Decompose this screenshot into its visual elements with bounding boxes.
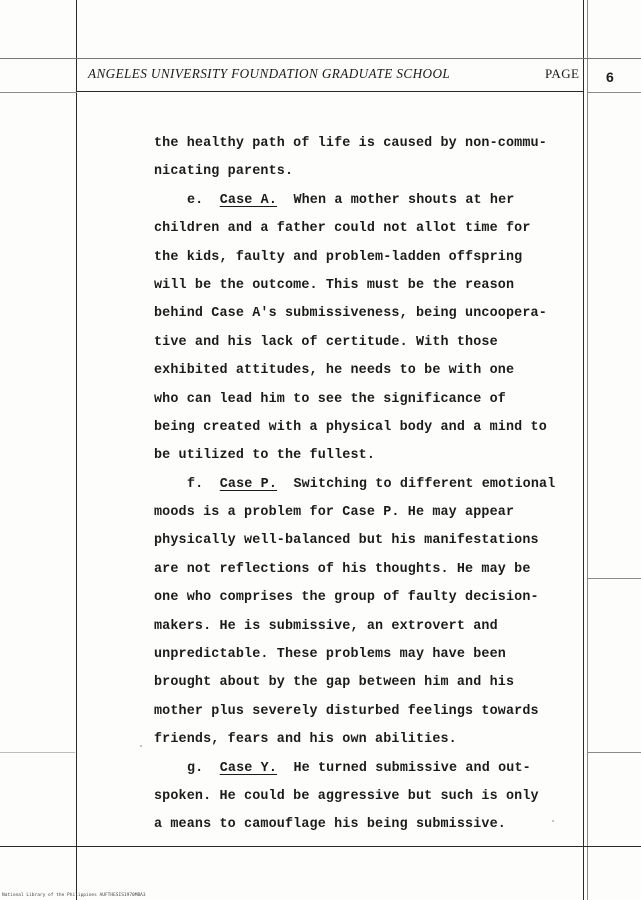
body-text bbox=[154, 130, 584, 840]
text-line: unpredictable. These problems may have been bbox=[154, 647, 506, 663]
right-side-rule-1 bbox=[588, 578, 641, 579]
text-line: be utilized to the fullest. bbox=[154, 448, 376, 464]
paragraph bbox=[154, 130, 584, 187]
letterhead-title: ANGELES UNIVERSITY FOUNDATION GRADUATE SCHOOL bbox=[88, 66, 451, 81]
paragraph-case-y bbox=[154, 755, 584, 840]
text-line: a means to camouflage his being submissive. bbox=[154, 817, 506, 833]
text-line: nicating parents. bbox=[154, 164, 294, 180]
left-side-rule bbox=[0, 752, 75, 753]
right-side-rule-2 bbox=[588, 752, 641, 753]
text-line: who can lead him to see the significance of bbox=[154, 391, 506, 407]
page-number: 6 bbox=[606, 69, 614, 85]
text-line: brought about by the gap between him and his bbox=[154, 675, 515, 691]
text-line: will be the outcome. This must be the reason bbox=[154, 277, 515, 293]
text-line: exhibited attitudes, he needs to be with one bbox=[154, 363, 515, 379]
text-line: tive and his lack of certitude. With those bbox=[154, 334, 498, 350]
paragraph-case-p bbox=[154, 471, 584, 755]
header-bottom-rule bbox=[76, 91, 584, 92]
scan-speck bbox=[140, 745, 142, 747]
text-line: behind Case A's submissiveness, being uncoopera- bbox=[154, 306, 547, 322]
text-line: being created with a physical body and a mind to bbox=[154, 419, 547, 435]
text-line: are not reflections of his thoughts. He may be bbox=[154, 561, 531, 577]
case-heading: Case A. bbox=[219, 192, 278, 208]
footer-rule bbox=[0, 846, 641, 847]
text-line: the healthy path of life is caused by non-commu- bbox=[154, 136, 547, 151]
item-marker: e. bbox=[187, 192, 204, 208]
text-line: the kids, faulty and problem-ladden offspring bbox=[154, 249, 523, 265]
text-line bbox=[154, 755, 584, 783]
text-line: friends, fears and his own abilities. bbox=[154, 732, 457, 748]
text-run: Switching to different emotional bbox=[293, 476, 556, 492]
item-marker: f. bbox=[187, 476, 204, 492]
scan-footer-note: National Library of the Philippines AUFTHESIS1970MBA3 bbox=[2, 893, 146, 898]
text-line bbox=[154, 187, 584, 215]
page-edge-rule bbox=[587, 0, 588, 900]
header-bottom-rule-left bbox=[0, 92, 77, 93]
header-top-rule bbox=[0, 58, 641, 59]
text-line: mother plus severely disturbed feelings towards bbox=[154, 703, 539, 719]
text-run: He turned submissive and out- bbox=[293, 760, 531, 776]
text-line: children and a father could not allot time for bbox=[154, 221, 531, 237]
scan-speck bbox=[552, 820, 554, 822]
case-heading: Case Y. bbox=[219, 760, 278, 776]
text-line: one who comprises the group of faulty decision- bbox=[154, 590, 539, 606]
item-marker: g. bbox=[187, 760, 204, 776]
left-margin-rule bbox=[76, 0, 77, 900]
text-line: makers. He is submissive, an extrovert and bbox=[154, 618, 498, 634]
text-run: When a mother shouts at her bbox=[293, 192, 515, 208]
text-line: physically well-balanced but his manifestations bbox=[154, 533, 539, 549]
text-line: moods is a problem for Case P. He may appear bbox=[154, 505, 515, 521]
letterhead bbox=[88, 64, 588, 86]
page-label: PAGE bbox=[545, 66, 580, 81]
text-line: spoken. He could be aggressive but such is only bbox=[154, 788, 539, 804]
text-line bbox=[154, 471, 584, 499]
paragraph-case-a bbox=[154, 187, 584, 471]
header-bottom-rule-right bbox=[588, 92, 641, 93]
case-heading: Case P. bbox=[219, 476, 278, 492]
